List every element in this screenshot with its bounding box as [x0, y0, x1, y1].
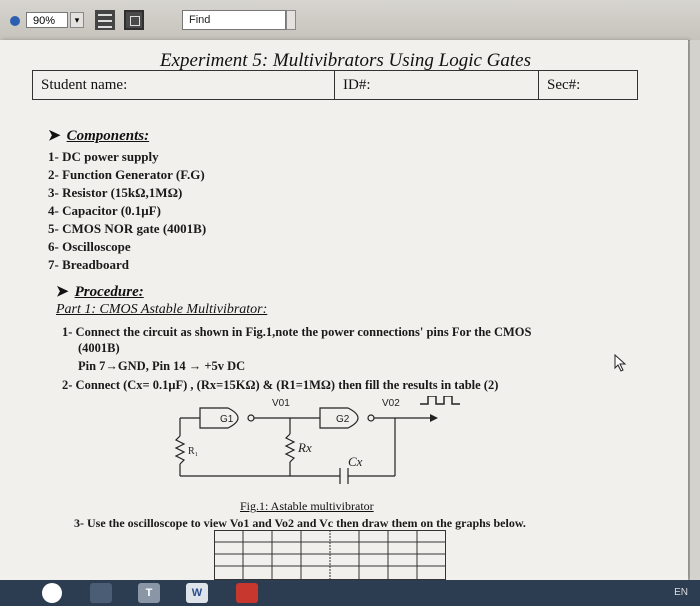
viewer-toolbar	[0, 0, 700, 41]
rx-label: Rx	[298, 440, 312, 455]
list-item: 5- CMOS NOR gate (4001B)	[48, 221, 207, 236]
media-app-icon[interactable]	[90, 583, 112, 603]
sec-cell: Sec#:	[547, 77, 581, 93]
document-page	[0, 40, 688, 580]
cx-label: Cx	[348, 454, 363, 469]
os-taskbar	[0, 580, 700, 606]
status-dot-icon	[10, 16, 20, 26]
g2-label: G2	[336, 414, 350, 425]
procedure-heading	[56, 282, 144, 301]
list-item: 3- Resistor (15kΩ,1MΩ)	[48, 185, 183, 200]
id-cell: ID#:	[335, 71, 539, 99]
page-title: Experiment 5: Multivibrators Using Logic Gates	[160, 50, 531, 71]
fit-width-icon[interactable]	[124, 10, 144, 30]
find-dropdown-button[interactable]	[286, 10, 296, 30]
step1-line2: (4001B)	[78, 341, 120, 355]
circuit-diagram	[150, 396, 470, 496]
r1-label: R₁	[188, 446, 199, 457]
v02-label: V02	[382, 398, 400, 409]
step1-line1: 1- Connect the circuit as shown in Fig.1,note the power connections' pins For the CMOS	[62, 325, 532, 339]
pdf-app-icon[interactable]	[236, 583, 258, 603]
student-info-table	[32, 70, 638, 100]
mouse-cursor-icon	[614, 354, 628, 372]
g1-label: G1	[220, 414, 234, 425]
list-item: 4- Capacitor (0.1μF)	[48, 203, 161, 218]
arrow-bullet-icon: ➤	[56, 284, 69, 300]
fit-page-icon[interactable]	[95, 10, 115, 30]
components-heading-text: Components:	[66, 128, 150, 144]
list-item: 2- Function Generator (F.G)	[48, 167, 205, 182]
word-app-icon[interactable]: W	[186, 583, 208, 603]
vertical-scrollbar[interactable]	[690, 40, 700, 580]
components-list	[48, 148, 206, 274]
step1-line3: Pin 7→GND, Pin 14 → +5v DC	[78, 359, 246, 373]
part1-heading: Part 1: CMOS Astable Multivibrator:	[56, 302, 268, 317]
zoom-input[interactable]: 90%	[26, 12, 68, 28]
procedure-heading-text: Procedure:	[74, 284, 144, 300]
chrome-icon[interactable]	[42, 583, 62, 603]
t-app-icon[interactable]: T	[138, 583, 160, 603]
step2-text: 2- Connect (Cx= 0.1μF) , (Rx=15KΩ) & (R1=1MΩ) then fill the results in table (2)	[62, 378, 499, 392]
graph-grid	[214, 530, 446, 580]
list-item: 6- Oscilloscope	[48, 239, 131, 254]
v01-label: V01	[272, 398, 290, 409]
zoom-dropdown-button[interactable]: ▾	[70, 12, 84, 28]
language-indicator[interactable]: EN	[674, 587, 688, 598]
step3-text: 3- Use the oscilloscope to view Vo1 and Vo2 and Vc then draw them on the graphs below.	[74, 516, 526, 530]
figure-caption: Fig.1: Astable multivibrator	[240, 499, 374, 513]
r1-resistor	[176, 436, 184, 464]
list-item: 7- Breadboard	[48, 257, 130, 272]
rx-resistor	[286, 434, 294, 462]
find-input[interactable]: Find	[182, 10, 286, 30]
arrow-bullet-icon: ➤	[48, 128, 61, 144]
student-name-cell: Student name:	[33, 71, 335, 99]
list-item: 1- DC power supply	[48, 149, 159, 164]
components-heading	[48, 126, 149, 145]
